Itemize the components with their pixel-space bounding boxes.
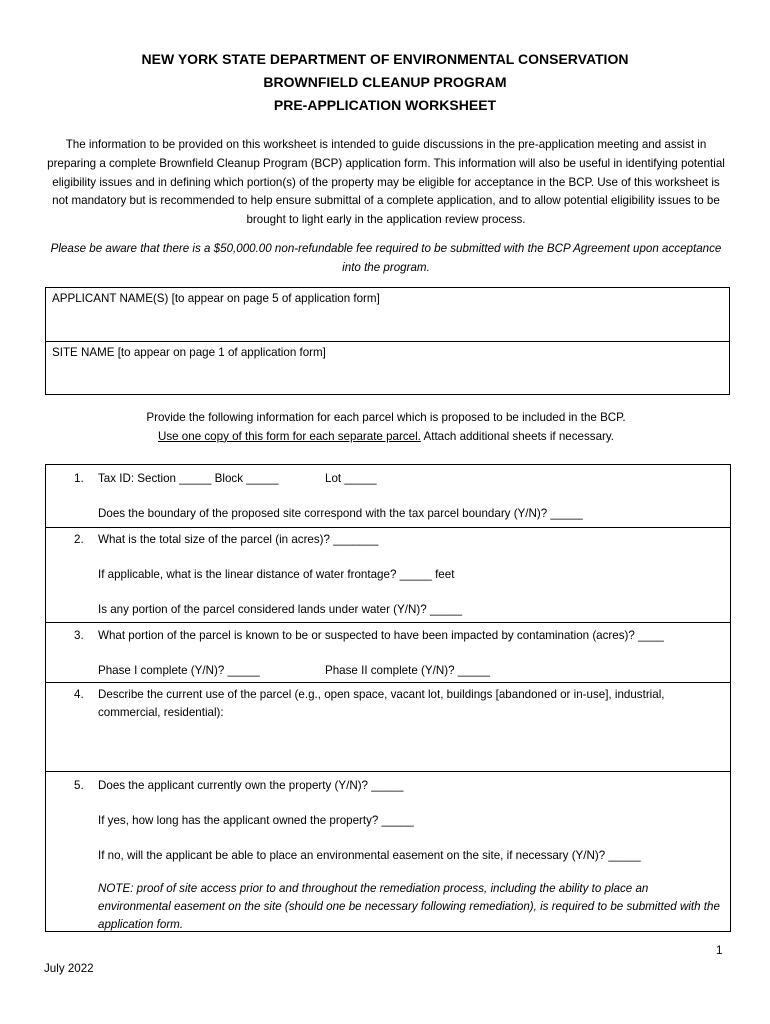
fee-notice: Please be aware that there is a $50,000.00 non-refundable fee required to be submitted with the BCP Agreement upon acceptance into the program. (50, 242, 722, 274)
intro-paragraph: The information to be provided on this worksheet is intended to guide discussions in the pre-application meeting and assist in preparing a complete Brownfield Cleanup Program (BCP) application form. This information will also be useful in identifying potential eligibility issues and in defining which portion(s) of the property may be eligible for acceptance in the BCP. Use of this worksheet is not mandatory but is recommended to help ensure submittal of a complete application, and to allow potential eligibility issues to be brought to light early in the application review process. (47, 138, 725, 227)
applicant-name-label: APPLICANT NAME(S) [to appear on page 5 of application form] (52, 292, 380, 305)
document-title (0, 48, 770, 117)
title-program: BROWNFIELD CLEANUP PROGRAM (263, 74, 507, 90)
instructions-line1: Provide the following information for each parcel which is proposed to be included in the BCP. (146, 411, 626, 424)
instructions-underlined: Use one copy of this form for each separate parcel. (157, 429, 421, 443)
site-name-field[interactable] (46, 341, 729, 394)
instructions-line2 (44, 428, 728, 447)
page-number: 1 (716, 944, 723, 957)
question-row-5 (46, 771, 730, 931)
phase2-question[interactable]: Phase II complete (Y/N)? _____ (325, 664, 490, 677)
water-frontage-question[interactable]: If applicable, what is the linear distance of water frontage? _____ feet (98, 568, 455, 581)
site-access-note: NOTE: proof of site access prior to and throughout the remediation process, including the ability to place an environmental easement on the site (should one be necessary following remediation), is required to be submitted with the application form. (98, 882, 720, 931)
footer-date: July 2022 (44, 962, 94, 975)
title-department: NEW YORK STATE DEPARTMENT OF ENVIRONMENTAL CONSERVATION (141, 51, 629, 67)
question-number: 1. (74, 472, 84, 485)
tax-id-line[interactable]: Tax ID: Section _____ Block _____ (98, 472, 279, 485)
parcel-size-question[interactable]: What is the total size of the parcel (in acres)? _______ (98, 533, 379, 546)
boundary-question[interactable]: Does the boundary of the proposed site correspond with the tax parcel boundary (Y/N)? _____ (98, 507, 583, 520)
instructions-rest: Attach additional sheets if necessary. (420, 429, 615, 443)
applicant-name-field[interactable] (46, 288, 729, 341)
question-row-3 (46, 622, 730, 682)
easement-question[interactable]: If no, will the applicant be able to place an environmental easement on the site, if necessary (Y/N)? _____ (98, 849, 641, 862)
parcel-questions-table (45, 464, 731, 932)
site-name-label: SITE NAME [to appear on page 1 of application form] (52, 346, 326, 359)
question-number: 3. (74, 629, 84, 642)
parcel-instructions (44, 409, 728, 447)
question-number: 5. (74, 779, 84, 792)
lot-line[interactable]: Lot _____ (325, 472, 377, 485)
question-row-1 (46, 465, 730, 527)
question-row-4 (46, 682, 730, 771)
ownership-duration-question[interactable]: If yes, how long has the applicant owned the property? _____ (98, 814, 414, 827)
question-row-2 (46, 527, 730, 622)
current-use-question[interactable]: Describe the current use of the parcel (e.g., open space, vacant lot, buildings [abandoned or in-use], industrial, commercial, residential): (98, 688, 665, 719)
title-worksheet: PRE-APPLICATION WORKSHEET (273, 97, 497, 113)
lands-under-water-question[interactable]: Is any portion of the parcel considered lands under water (Y/N)? _____ (98, 603, 463, 616)
name-boxes (45, 287, 730, 395)
ownership-question[interactable]: Does the applicant currently own the property (Y/N)? _____ (98, 779, 404, 792)
question-number: 2. (74, 533, 84, 546)
phase1-question[interactable]: Phase I complete (Y/N)? _____ (98, 664, 260, 677)
contamination-question[interactable]: What portion of the parcel is known to be or suspected to have been impacted by contamination (acres)? ____ (98, 629, 664, 642)
question-number: 4. (74, 688, 84, 701)
